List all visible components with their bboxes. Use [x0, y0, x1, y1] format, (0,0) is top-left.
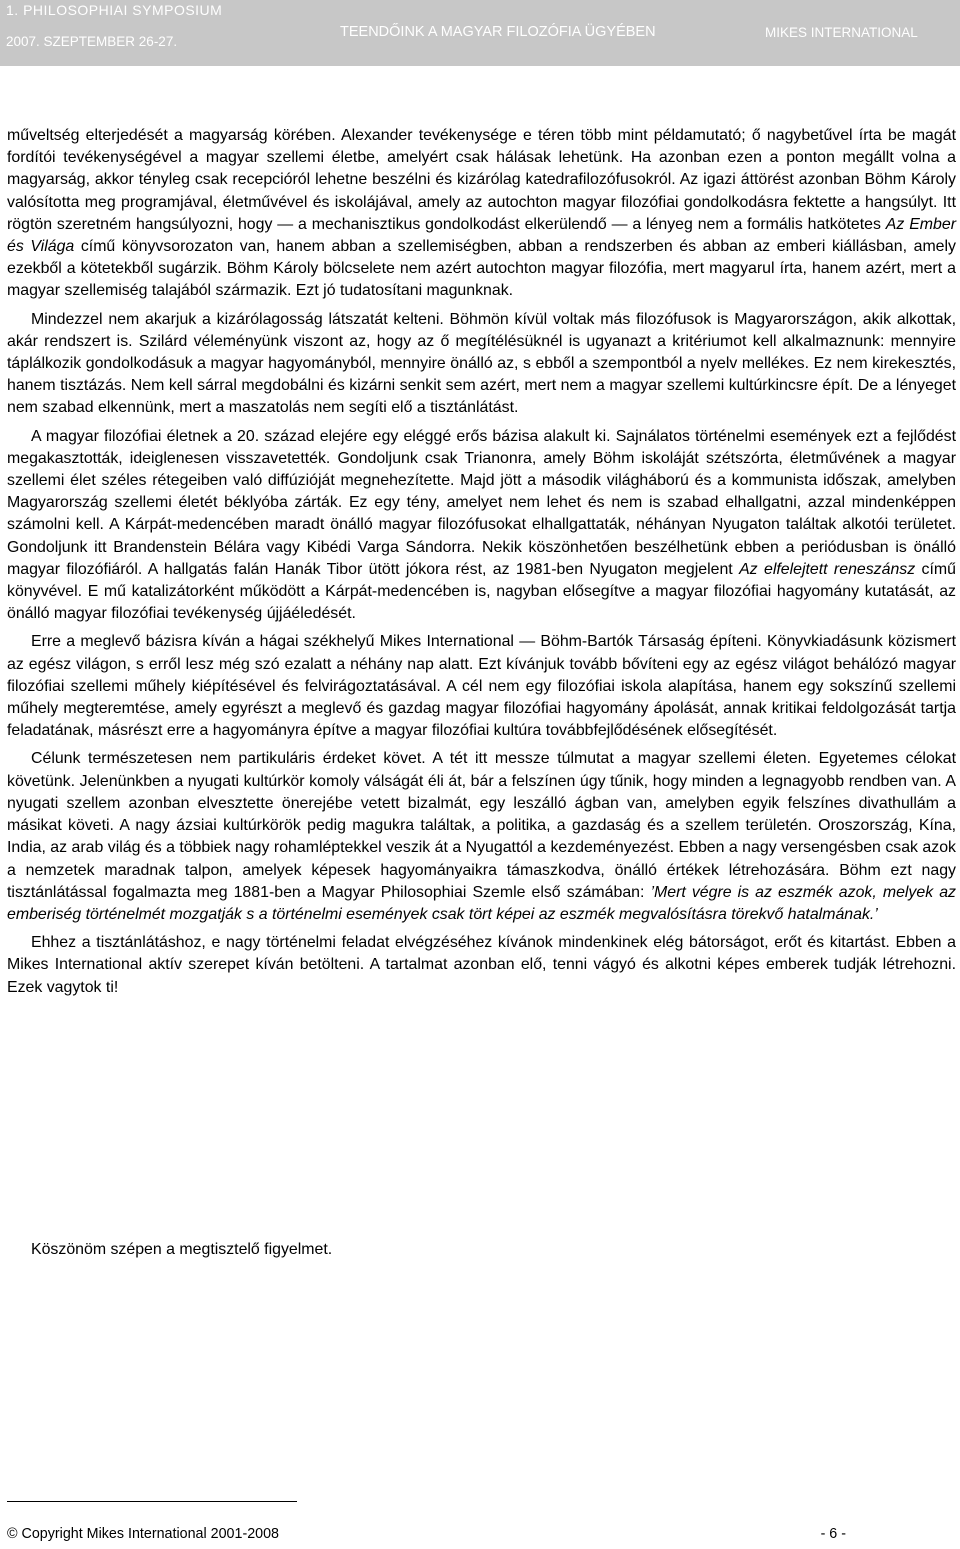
paragraph-3 [7, 426, 956, 626]
header-title: TEENDŐINK A MAGYAR FILOZÓFIA ÜGYÉBEN [340, 24, 656, 40]
header-org: MIKES INTERNATIONAL [765, 25, 918, 40]
page-number: - 6 - [820, 1526, 846, 1542]
document-body [7, 125, 956, 1005]
paragraph-5-part-a: Célunk természetesen nem partikuláris érdeket követ. A tét itt messze túlmutat a magyar szellemi életen. Egyetemes célokat követünk. Jelenünkben a nyugati kultúrkör komoly válságát éli át, bár a felszínen úgy tűnik, hogy minden a legnagyobb rendben van. A nyugati szellem azonban elvesztette önerejébe vetett bizalmát, egy leszálló ágban van, amelyben egyik felszínes divathullám a másikat követi. A nagy ázsiai kultúrkörök pedig magukra találtak, a politika, a gazdaság és a szellem területén. Oroszország, Kína, India, az arab világ és a többiek nagy rohamléptekkel veszik át a Nyugattól a kezdeményezést. Ebben a nagy versengésben csak azok a nemzetek maradnak talpon, amelyek képesek hagyományaikra támaszkodva, önálló értékek létrehozására. Böhm ezt nagy tisztánlátással fogalmazta meg 1881-ben a Magyar Philosophiai Szemle első számában: [7, 750, 956, 901]
paragraph-2: Mindezzel nem akarjuk a kizárólagosság látszatát kelteni. Böhmön kívül voltak más filozófusok is Magyarországon, akik alkottak, akár rendszert is. Szilárd véleményünk viszont az, hogy az ő megítélésüknél is ugyanazt a kritériumot kell alkalmaznunk: mennyire táplálkozik gondolkodásuk a magyar hagyományból, mennyire önálló az, s ebből a szempontból a nyelv mellékes. Ez nem kirekesztés, hanem tisztázás. Nem kell sárral megdobálni és kizárni senkit sem azért, mert nem a magyar szellemi kultúrkincsre épít. De a lényeget nem szabad elkennünk, mert a maszatolás nem segíti elő a tisztánlátást. [7, 310, 956, 417]
bohm-quote: ’Mert végre is az eszmék azok, melyek az emberiség történelmét mozgatják s a történelmi események csak tört képei az eszmék megvalósításra törekvő hatalmának.’ [7, 883, 956, 923]
footer-divider [7, 1501, 297, 1502]
paragraph-1-part-a: műveltség elterjedését a magyarság körében. Alexander tevékenysége e téren több mint példamutató; ő nagybetűvel írta be magát fordítói tevékenységével a magyar szellemi életbe, amelyért csak hálásak lehetünk. Ha azonban ezen a ponton megállt volna a magyarság, akkor tényleg csak recepcióról lehetne beszélni és kizárólag katedrafilozófusokról. Az igazi áttörést azonban Böhm Károly valósította meg programjával, életművével és iskolájával, amely az autochton magyar filozófiai gondolkodásra fektette a hangsúlyt. Itt rögtön szeretném hangsúlyozni, hogy — a mechanisztikus gondolkodást elkerülendő — a lényeg nem a formális hatkötetes [7, 127, 956, 233]
header-symposium: 1. PHILOSOPHIAI SYMPOSIUM [6, 2, 223, 18]
paragraph-6: Ehhez a tisztánlátáshoz, e nagy történelmi feladat elvégzéséhez kívánok mindenkinek elég bátorságot, erőt és kitartást. Ebben a Mikes International aktív szerepet kíván betölteni. A tartalmat azonban elő, tenni vágyó és alkotni képes emberek tudják létrehozni. Ezek vagytok ti! [7, 934, 956, 996]
paragraph-1-part-b: című könyvsorozaton van, hanem abban a szellemiségben, abban a rendszerben és abban az emberi kiállásban, amely ezekből a kötetekből sugárzik. Böhm Károly bölcselete nem azért autochton magyar filozófia, mert magyarul írta, hanem azért, mert a magyar szellemiség talajából származik. Ezt jó tudatosítani magunknak. [7, 238, 956, 300]
book-title-reneszansz: Az elfelejtett reneszánsz [739, 560, 916, 578]
header-date: 2007. SZEPTEMBER 26-27. [6, 34, 178, 49]
paragraph-4: Erre a meglevő bázisra kíván a hágai székhelyű Mikes International — Böhm-Bartók Társaság építeni. Könyvkiadásunk közismert az egész világon, s erről lesz még szó ezalatt a néhány nap alatt. Ezt kívánjuk tovább bővíteni egy az egész világot behálózó magyar filozófiai szellemi műhely kiépítésével és felvirágoztatásával. A cél nem egy filozófiai iskola alapítása, hanem egy sokszínű szellemi műhely megteremtése, amely egyrészt a meglevő és gazdag magyar filozófiai hagyomány ápolását, annak kritikai feldolgozását tartja feladatának, másrészt erre a hagyományra építve a magyar filozófiai kultúra továbbfejlődésének elősegítését. [7, 633, 956, 740]
page-header [0, 0, 960, 66]
paragraph-5 [7, 748, 956, 926]
footer-copyright: © Copyright Mikes International 2001-2008 [7, 1526, 280, 1542]
book-title-az-ember: Az Ember és Világa [7, 215, 956, 256]
paragraph-1 [7, 125, 956, 303]
closing-thanks: Köszönöm szépen a megtisztelő figyelmet. [31, 1241, 333, 1258]
paragraph-3-part-b: című könyvével. E mű katalizátorként működött a Kárpát-medencében is, nagyban elősegítve a magyar filozófiai hagyomány kutatását, az önálló magyar filozófiai tevékenység újjáéledését. [7, 560, 956, 623]
paragraph-3-part-a: A magyar filozófiai életnek a 20. század elejére egy eléggé erős bázisa alakult ki. Sajnálatos történelmi események ezt a fejlődést megakasztották, ideiglenesen visszavetették. Gondoljunk csak Trianonra, amely Böhm iskoláját szétszórta, életművének a magyar szellemi élet széles rétegeiben való diffúzióját megnehezítette. Majd jött a második világháború és a kommunista időszak, amelyben Magyarország szellemi életét béklyóba zárták. Ez egy tény, amelyet nem lehet és nem is szabad elhallgatni, azzal mindenképpen számolni kell. A Kárpát-medencében maradt önálló magyar filozófusokat elhallgattaták, néhányan Nyugaton találtak alkotói területet. Gondoljunk itt Brandenstein Bélára vagy Kibédi Varga Sándorra. Nekik köszönhetően beszélhetünk ebben a periódusban is önálló magyar filozófiáról. A hallgatás falán Hanák Tibor ütött jókora rést, az 1981-ben Nyugaton megjelent [7, 427, 956, 578]
